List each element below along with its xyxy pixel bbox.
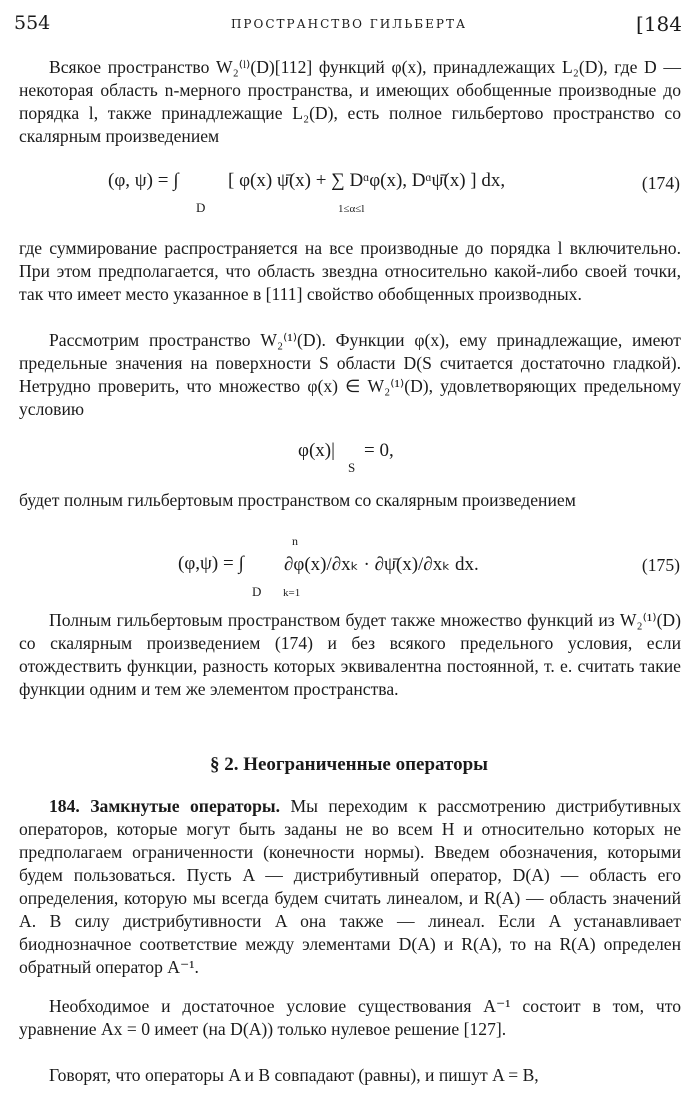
paragraph-summation-note: где суммирование распространяется на все производные до порядка l включительно. При этом предполагается, что область звездна относительно какой-либо своей точки, так что имеет место указанное в [111] свойство обобщенных производных. <box>19 238 681 304</box>
paragraph-closed-operators <box>19 795 681 979</box>
running-title: ПРОСТРАНСТВО ГИЛЬБЕРТА <box>230 17 468 31</box>
paragraph-closed-operators-text: Мы переходим к рассмотрению дистрибутивных операторов, которые могут быть заданы не во всем H и относительно которых не предполагаем ограниченности (конечности нормы). Введем обозначения, которыми будем пользоваться. Пусть A — дистрибутивный оператор, D(A) — область его определения, которую мы всегда будем считать линеалом, и R(A) — область значений A. В силу дистрибутивности A она также — линеал. Если A устанавливает биоднозначное соответствие между элементами D(A) и R(A), то на R(A) определен обратный оператор A⁻¹. <box>19 796 681 977</box>
section-title: § 2. Неограниченные операторы <box>209 754 489 775</box>
section-number: [184 <box>636 12 682 36</box>
eq174-lhs: (φ, ψ) = ∫ <box>108 170 179 191</box>
eq174-rhs: [ φ(x) ψ̄(x) + ∑ Dᵅφ(x), Dᵅψ̄(x) ] dx, <box>228 170 506 191</box>
eq-boundary-sub: S <box>348 460 356 475</box>
paragraph-inverse-condition: Необходимое и достаточное условие существования A⁻¹ состоит в том, что уравнение Ax = 0 имеет (на D(A)) только нулевое решение [127]. <box>19 996 681 1039</box>
eq174-sum-lower: 1≤α≤l <box>338 203 365 215</box>
eq174-integral-lower: D <box>196 200 206 215</box>
eq175-sum-lower: k=1 <box>283 587 301 599</box>
eq-boundary-lhs: φ(x)| <box>298 440 335 461</box>
page-header <box>0 12 698 38</box>
eq-boundary-rhs: = 0, <box>364 440 394 461</box>
paragraph-without-boundary: Полным гильбертовым пространством будет также множество функций из W₂⁽¹⁾(D) со скалярным произведением (174) и без всякого предельного условия, если отождествить функции, разность которых эквивалентна постоянной, т. е. считать такие функции одним и тем же элементом пространства. <box>19 610 681 699</box>
paragraph-equal-operators: Говорят, что операторы A и B совпадают (равны), и пишут A = B, <box>49 1065 539 1085</box>
page-number: 554 <box>14 12 51 34</box>
eq175-number: (175) <box>641 555 680 575</box>
subsection-lead: 184. Замкнутые операторы. <box>49 796 281 816</box>
eq175-rhs: ∂φ(x)/∂xₖ · ∂ψ̄(x)/∂xₖ dx. <box>284 554 479 575</box>
paragraph-complete-space: будет полным гильбертовым пространством со скалярным произведением <box>19 490 576 510</box>
paragraph-sobolev-space: Всякое пространство W₂⁽ˡ⁾(D)[112] функций φ(x), принадлежащих L₂(D), где D — некоторая область n-мерного пространства, и имеющих обобщенные производные до порядка l, также принадлежащие L₂(D), есть полное гильбертово пространство со скалярным произведением <box>19 57 681 146</box>
eq175-integral-lower: D <box>252 584 262 599</box>
eq174-number: (174) <box>641 173 680 193</box>
eq175-lhs: (φ,ψ) = ∫ <box>178 553 244 574</box>
paragraph-w21-space: Рассмотрим пространство W₂⁽¹⁾(D). Функции φ(x), ему принадлежащие, имеют предельные значения на поверхности S области D(S считается достаточно гладкой). Нетрудно проверить, что множество φ(x) ∈ W₂⁽¹⁾(D), удовлетворяющих предельному условию <box>19 330 681 419</box>
eq175-sum-upper: n <box>292 534 298 548</box>
